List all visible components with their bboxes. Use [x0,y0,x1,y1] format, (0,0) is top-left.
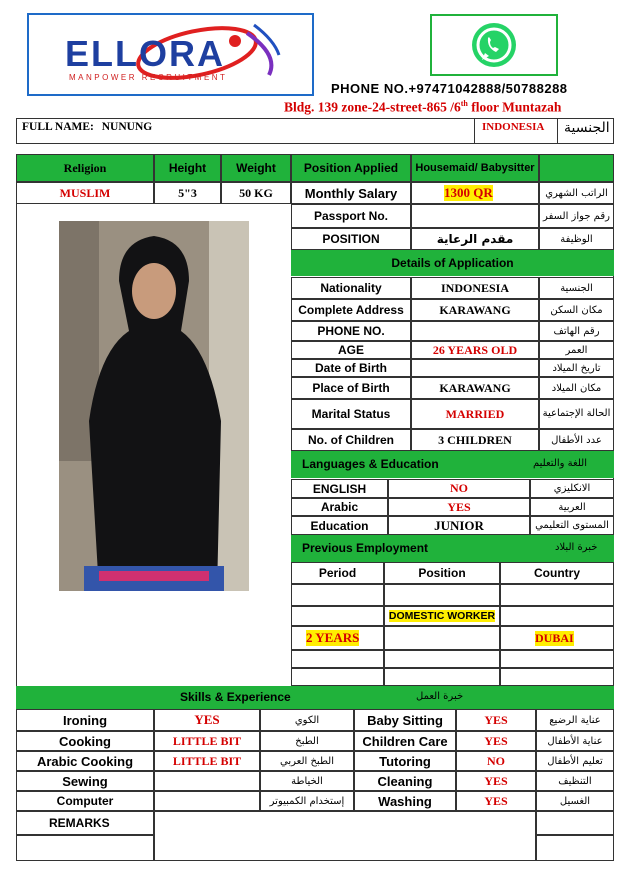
passport-value [411,204,539,228]
application-label: Marital Status [291,399,411,429]
divider [474,118,475,144]
company-logo [27,13,314,96]
logo-subtitle: MANPOWER RECRUITMENT [69,73,228,82]
employment-cell [291,606,384,626]
full-name-label-text: FULL NAME: [22,121,94,133]
salary-label: Monthly Salary [291,182,411,204]
salary-cell [411,182,539,204]
skill-ar: إستخدام الكمبيوتر [260,791,354,811]
application-ar: مكان السكن [539,299,614,321]
candidate-photo-image [59,221,249,591]
application-label: Place of Birth [291,377,411,399]
weight-value: 50 KG [221,182,291,204]
skill-label: Tutoring [354,751,456,771]
employment-title-ar: خبرة البلاد [555,542,598,553]
skill-label: Computer [16,791,154,811]
remarks-row-2-end [536,835,614,861]
employment-position: DOMESTIC WORKER [388,610,496,622]
language-value: YES [388,498,530,516]
skill-value [154,791,260,811]
application-value: 26 YEARS OLD [411,341,539,359]
skill-label: Children Care [354,731,456,751]
language-ar: المستوى التعليمي [530,516,614,535]
employment-cell [384,626,500,650]
employment-header-country: Country [500,562,614,584]
language-value: NO [388,479,530,498]
divider [557,118,558,144]
skill-value: YES [154,709,260,731]
application-ar: رقم الهاتف [539,321,614,341]
header-position-applied: Position Applied [291,154,411,182]
address-line-end: floor Muntazah [467,99,562,115]
skill-label: Washing [354,791,456,811]
languages-title: Languages & Education [302,457,439,471]
header-religion: Religion [16,154,154,182]
language-ar: الانكليزي [530,479,614,498]
address-sup: th [460,99,468,108]
position-ar: الوظيفة [539,228,614,250]
skill-value [154,771,260,791]
header-weight: Weight [221,154,291,182]
skill-label: Cooking [16,731,154,751]
candidate-photo [59,221,249,591]
address-line: Bldg. 139 zone-24-street-865 /6 [284,99,461,115]
employment-header-period: Period [291,562,384,584]
application-value: KARAWANG [411,299,539,321]
header-height: Height [154,154,221,182]
salary-ar: الراتب الشهري [539,182,614,204]
employment-cell [500,606,614,626]
employment-header-position: Position [384,562,500,584]
employment-title: Previous Employment [302,541,429,555]
application-label: Date of Birth [291,359,411,377]
skill-label: Arabic Cooking [16,751,154,771]
skill-label: Ironing [16,709,154,731]
employment-cell [384,584,500,606]
application-ar: تاريخ الميلاد [539,359,614,377]
height-value: 5"3 [154,182,221,204]
employment-cell [291,668,384,686]
full-name-label [22,121,152,133]
remarks-label [16,811,154,835]
passport-label: Passport No. [291,204,411,228]
employment-country-cell [500,626,614,650]
skill-value: LITTLE BIT [154,751,260,771]
skill-ar: تعليم الأطفال [536,751,614,771]
skills-title: Skills & Experience [180,690,291,704]
application-label: AGE [291,341,411,359]
application-value: INDONESIA [411,277,539,299]
logo-text: ELLORA [65,33,225,74]
language-ar: العربية [530,498,614,516]
skill-value: NO [456,751,536,771]
full-name-value: NUNUNG [101,121,153,133]
application-label: PHONE NO. [291,321,411,341]
nationality-top: INDONESIA [482,121,545,133]
application-title: Details of Application [291,250,614,276]
skill-ar: الكوي [260,709,354,731]
skill-ar: التنظيف [536,771,614,791]
skills-title-ar: خبرة العمل [416,691,464,702]
application-value: MARRIED [411,399,539,429]
application-ar: عدد الأطفال [539,429,614,451]
application-ar: الجنسية [539,277,614,299]
remarks-end [536,811,614,835]
employment-cell [384,668,500,686]
passport-ar: رقم جواز السفر [539,204,614,228]
application-value: 3 CHILDREN [411,429,539,451]
application-label: Nationality [291,277,411,299]
employment-cell [500,650,614,668]
employment-cell [291,650,384,668]
skill-value: YES [456,731,536,751]
position-value: مقدم الرعاية [411,228,539,250]
employment-position-cell [384,606,500,626]
employment-period: 2 YEARS [306,630,360,645]
application-value [411,321,539,341]
nationality-ar: الجنسية [564,120,610,136]
salary-value: 1300 QR [444,185,493,200]
languages-title-ar: اللغة والتعليم [533,458,587,469]
position-label: POSITION [291,228,411,250]
company-phone: PHONE NO.+97471042888/50788288 [331,81,568,96]
skill-value: YES [456,791,536,811]
application-ar: مكان الميلاد [539,377,614,399]
header-position-value: Housemaid/ Babysitter [411,154,539,182]
skill-label: Baby Sitting [354,709,456,731]
employment-cell [500,584,614,606]
skill-ar: عناية الأطفال [536,731,614,751]
application-ar: العمر [539,341,614,359]
remarks-row-2 [16,835,154,861]
skill-label: Sewing [16,771,154,791]
application-ar: الحالة الإجتماعية [539,399,614,429]
header-empty [539,154,614,182]
whatsapp-icon [432,16,556,74]
remarks-label-text: REMARKS [49,816,110,830]
language-label: Arabic [291,498,388,516]
application-label: No. of Children [291,429,411,451]
employment-period-cell [291,626,384,650]
language-label: ENGLISH [291,479,388,498]
company-address [284,99,561,116]
skill-ar: الطبخ [260,731,354,751]
skill-ar: الطبخ العربي [260,751,354,771]
language-label: Education [291,516,388,535]
skill-value: LITTLE BIT [154,731,260,751]
skill-ar: الغسيل [536,791,614,811]
skill-label: Cleaning [354,771,456,791]
language-value: JUNIOR [388,516,530,535]
application-value: KARAWANG [411,377,539,399]
employment-country: DUBAI [535,630,574,645]
skill-ar: الخياطة [260,771,354,791]
employment-cell [500,668,614,686]
religion-value: MUSLIM [16,182,154,204]
skills-header [16,686,614,709]
skill-ar: عناية الرضيع [536,709,614,731]
application-label: Complete Address [291,299,411,321]
employment-cell [291,584,384,606]
skill-value: YES [456,771,536,791]
employment-cell [384,650,500,668]
whatsapp-logo [430,14,558,76]
remarks-value [154,811,536,861]
application-value [411,359,539,377]
skill-value: YES [456,709,536,731]
